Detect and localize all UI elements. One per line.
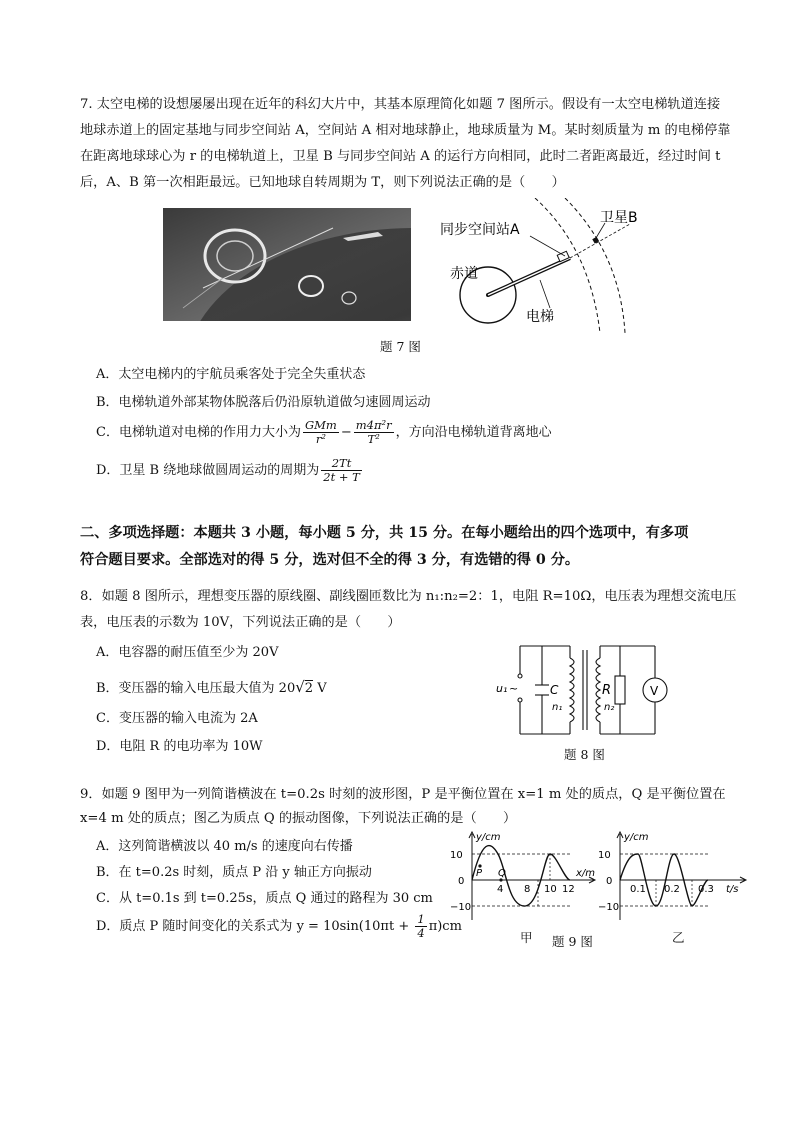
q7-option-a: A．太空电梯内的宇航员乘客处于完全失重状态: [96, 367, 366, 382]
q9-option-c: C．从 t=0.1s 到 t=0.25s，质点 Q 通过的路程为 30 cm: [96, 891, 433, 906]
label-c: C: [550, 683, 559, 697]
jia-y-zero: 0: [458, 876, 465, 887]
label-n2: n₂: [604, 702, 615, 713]
yi-y-neg: −10: [598, 902, 620, 913]
q9-line-2: x=4 m 处的质点；图乙为质点 Q 的振动图像，下列说法正确的是（ ）: [80, 811, 517, 826]
jia-ylabel: y/cm: [476, 832, 501, 843]
yi-tick-03: 0.3: [698, 884, 714, 895]
label-n1: n₁: [552, 702, 563, 713]
jia-y-neg: −10: [450, 902, 472, 913]
label-tilde: ~: [509, 682, 519, 695]
yi-tick-02: 0.2: [664, 884, 680, 895]
label-elevator: 电梯: [526, 309, 554, 325]
q9-line-1: 9．如题 9 图甲为一列简谐横波在 t=0.2s 时刻的波形图，P 是平衡位置在 x=1 m 处的质点，Q 是平衡位置在: [80, 787, 726, 802]
jia-tick-4: 4: [497, 884, 504, 895]
yi-xlabel: t/s: [726, 884, 739, 895]
fig8-caption: 题 8 图: [564, 747, 605, 762]
q7-line-3: 在距离地球球心为 r 的电梯轨道上，卫星 B 与同步空间站 A 的运行方向相同，此时二者距离最近，经过时间 t: [80, 149, 721, 164]
fig9-caption: 题 9 图: [552, 934, 593, 949]
jia-label-q: Q: [498, 868, 506, 879]
q7-line-4: 后，A、B 第一次相距最远。已知地球自转周期为 T，则下列说法正确的是（ ）: [80, 175, 565, 190]
figure-9-yi-vibration: [598, 830, 750, 922]
fig7-caption: 题 7 图: [380, 339, 421, 354]
fig9-jia-caption: 甲: [520, 930, 533, 945]
q8-option-c: C．变压器的输入电流为 2A: [96, 711, 258, 726]
yi-ylabel: y/cm: [624, 832, 649, 843]
q8-option-d: D．电阻 R 的电功率为 10W: [96, 739, 263, 754]
jia-xlabel: x/m: [576, 868, 596, 879]
q7-option-d: D．卫星 B 绕地球做圆周运动的周期为 $\frac{2Tt}{2t + T}$: [96, 456, 360, 484]
section2-line-1: 二、多项选择题：本题共 3 小题，每小题 5 分，共 15 分。在每小题给出的四个选项中，有多项: [80, 525, 689, 541]
yi-y-pos: 10: [598, 850, 611, 861]
jia-tick-10: 10: [544, 884, 557, 895]
q7-option-c: C．电梯轨道对电梯的作用力大小为 $\frac{\text{GMm}}{\text{r²}}$ − $\frac{\text{m4π²r}}{\text{T²}}$ ，方向沿电梯轨道背离地心: [96, 418, 552, 446]
fig9-yi-caption: 乙: [672, 930, 685, 945]
q8-line-1: 8．如题 8 图所示，理想变压器的原线圈、副线圈匝数比为 n₁:n₂=2：1，电阻 R=10Ω，电压表为理想交流电压: [80, 589, 737, 604]
q9-option-d: D．质点 P 随时间变化的关系式为 y = 10sin(10πt + $\frac{1}{4}$ π)cm: [96, 912, 462, 940]
label-u1: u₁: [496, 682, 508, 695]
label-v: V: [650, 684, 659, 698]
q8-option-a: A．电容器的耐压值至少为 20V: [96, 645, 279, 660]
q9-option-a: A．这列简谐横波以 40 m/s 的速度向右传播: [96, 839, 353, 854]
q7-line-2: 地球赤道上的固定基地与同步空间站 A，空间站 A 相对地球静止，地球质量为 M。某时刻质量为 m 的电梯停靠: [80, 123, 731, 138]
figure-7-diagram: [430, 198, 690, 333]
jia-y-pos: 10: [450, 850, 463, 861]
label-satellite-b: 卫星B: [600, 210, 638, 226]
jia-label-p: P: [476, 868, 483, 879]
section2-line-2: 符合题目要求。全部选对的得 5 分，选对但不全的得 3 分，有选错的得 0 分。: [80, 552, 580, 568]
label-station-a: 同步空间站A: [440, 222, 520, 238]
label-equator: 赤道: [450, 266, 478, 282]
label-r: R: [602, 683, 612, 698]
q8-option-b: B．变压器的输入电压最大值为 20√2 V: [96, 678, 327, 696]
q8-line-2: 表，电压表的示数为 10V，下列说法正确的是（ ）: [80, 615, 401, 630]
figure-8-circuit: [490, 640, 670, 740]
q9-option-b: B．在 t=0.2s 时刻，质点 P 沿 y 轴正方向振动: [96, 865, 372, 880]
figure-9-jia-wave: [450, 830, 600, 922]
yi-y-zero: 0: [606, 876, 613, 887]
yi-tick-01: 0.1: [630, 884, 646, 895]
space-elevator-photo: [163, 208, 411, 321]
jia-tick-8: 8: [524, 884, 531, 895]
q7-line-1: 7. 太空电梯的设想屡屡出现在近年的科幻大片中，其基本原理简化如题 7 图所示。假设有一太空电梯轨道连接: [80, 97, 721, 112]
q7-option-b: B．电梯轨道外部某物体脱落后仍沿原轨道做匀速圆周运动: [96, 395, 431, 410]
jia-tick-12: 12: [562, 884, 575, 895]
